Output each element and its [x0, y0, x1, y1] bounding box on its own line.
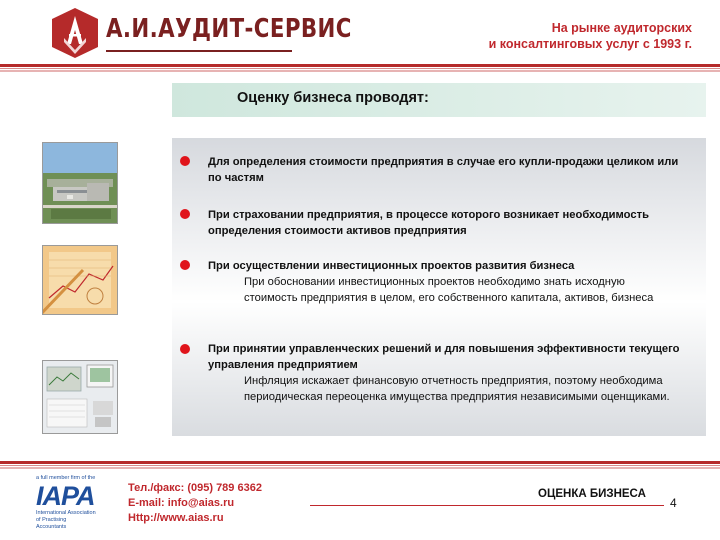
bullet-icon: [180, 344, 190, 354]
footer-divider: [310, 505, 664, 506]
footer-stripe-light: [0, 467, 720, 469]
list-item: [180, 341, 680, 405]
tagline-line-2: и консалтинговых услуг с 1993 г.: [488, 37, 692, 51]
office-workspace-photo: [42, 360, 118, 434]
list-item: [180, 154, 680, 186]
list-item-body: При обосновании инвестиционных проектов необходимо знать исходную стоимость предприятия в целом, его собственного капитала, активов, бизнеса: [244, 276, 654, 304]
list-item-heading: Для определения стоимости предприятия в случае его купли-продажи целиком или по частям: [208, 156, 679, 184]
list-item-body: Инфляция искажает финансовую отчетность предприятия, поэтому необходима периодическая переоценка имущества предприятия независимыми оценщиками.: [244, 375, 670, 403]
iapa-mark: IAPA: [36, 481, 95, 511]
footer-website-link[interactable]: Http://www.aias.ru: [128, 512, 224, 524]
logo-underline: [106, 50, 292, 52]
company-logo-text: А.И.АУДИТ-СЕРВИС: [106, 14, 352, 44]
footer-phone: Тел./факс: (095) 789 6362: [128, 482, 262, 494]
list-item: [180, 207, 680, 239]
bullet-icon: [180, 209, 190, 219]
logo-emblem-icon: [52, 8, 98, 58]
footer-stripe-thin: [0, 465, 720, 466]
tagline-line-1: На рынке аудиторских: [551, 21, 692, 35]
header-stripe: [0, 64, 720, 67]
iapa-caption-top: a full member firm of the: [36, 475, 96, 481]
company-tagline: [392, 20, 692, 52]
iapa-caption-bottom: International Association of Practising Accountants: [36, 510, 96, 530]
bullet-icon: [180, 260, 190, 270]
footer-stripe: [0, 461, 720, 464]
financial-documents-photo: [42, 245, 118, 315]
list-item: [180, 258, 680, 306]
list-item-heading: При страховании предприятия, в процессе которого возникает необходимость определения стоимости активов предприятия: [208, 209, 649, 237]
factory-aerial-photo: [42, 142, 118, 224]
list-item-heading: При принятии управленческих решений и для повышения эффективности текущего управления предприятием: [208, 343, 680, 371]
page-number: 4: [670, 496, 677, 510]
header-stripe-thin: [0, 68, 720, 69]
bullet-icon: [180, 156, 190, 166]
iapa-logo: [36, 475, 106, 537]
footer-email-link[interactable]: E-mail: info@aias.ru: [128, 497, 235, 509]
header-stripe-light: [0, 70, 720, 72]
slide-title: Оценку бизнеса проводят:: [237, 90, 429, 106]
company-logo-emblem: [52, 8, 98, 58]
list-item-heading: При осуществлении инвестиционных проектов развития бизнеса: [208, 260, 575, 272]
footer-section-label: ОЦЕНКА БИЗНЕСА: [538, 488, 646, 500]
